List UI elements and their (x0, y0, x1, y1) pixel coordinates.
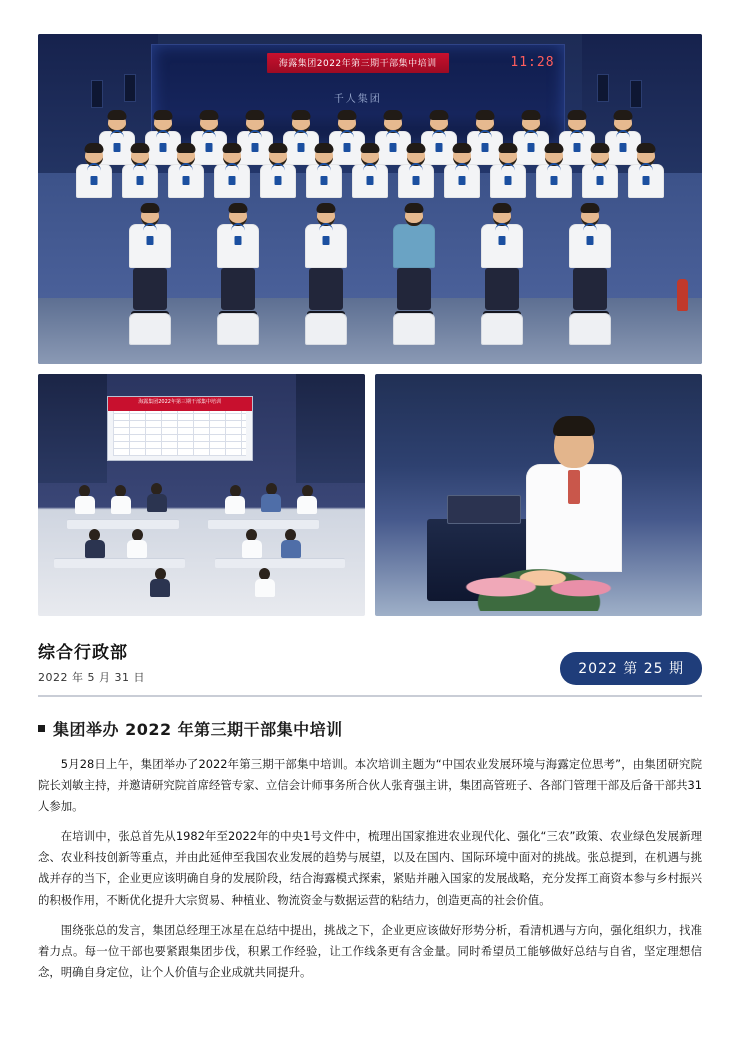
classroom-table (208, 519, 319, 529)
person (626, 146, 666, 198)
person-seated (297, 206, 355, 319)
attendee (126, 529, 148, 558)
projection-screen-table (113, 411, 245, 456)
headline-row (38, 717, 702, 740)
person-seated (561, 206, 619, 319)
laptop-icon (447, 495, 521, 524)
people-row-front-seated (38, 206, 702, 319)
department-name: 综合行政部 (38, 643, 128, 663)
group-photo (38, 34, 702, 364)
projection-screen-title: 海露集团2022年第三期干部集中培训 (108, 397, 252, 411)
training-banner-text: 海露集团2022年第三期干部集中培训 (267, 53, 449, 73)
attendee (241, 529, 263, 558)
bullet-square-icon (38, 725, 45, 732)
speaker-photo (375, 374, 702, 616)
person (488, 146, 528, 198)
person (442, 146, 482, 198)
ceiling-speaker-icon (630, 80, 642, 108)
person (74, 146, 114, 198)
person (534, 146, 574, 198)
person (120, 146, 160, 198)
projection-screen (107, 396, 253, 461)
person (580, 146, 620, 198)
classroom-table (67, 519, 178, 529)
attendee (224, 485, 246, 514)
paragraph: 5月28日上午，集团举办了2022年第三期干部集中培训。本次培训主题为“中国农业发展环境与海露定位思考”，由集团研究院院长刘敏主持，并邀请研究院首席经管专家、立信会计师事务所合伙人张育强主讲，集团高管班子、各部门管理干部及后备干部共31人参加。 (38, 757, 702, 814)
classroom-photo (38, 374, 365, 616)
attendee (84, 529, 106, 558)
document-meta (38, 638, 702, 685)
classroom-table (54, 558, 185, 568)
document-page (0, 34, 740, 1039)
attendee (280, 529, 302, 558)
ceiling-speaker-icon (597, 74, 609, 102)
classroom-wall-right (296, 374, 365, 483)
classroom-wall-left (38, 374, 107, 483)
paragraph: 在培训中，张总首先从1982年至2022年的中央1号文件中，梳理出国家推进农业现代化、强化“三农”政策、农业绿色发展新理念、农业科技创新等重点，并由此延伸至我国农业发展的趋势与展望，以及在国内、国际环境中面对的挑战。张总提到，在机遇与挑战并存的当下，企业更应该明确自身的发展阶段，结合海露模式探索，紧贴并融入国家的发展战略，充分发挥工商资本参与乡村振兴的积极作用，不断优化提升大宗贸易、种植业、物流资金与数据运营的粘结力，创造更高的社会价值。 (38, 829, 702, 907)
person (258, 146, 298, 198)
person-seated (385, 206, 443, 319)
people-row-middle (38, 146, 702, 198)
page-title: 集团举办 2022 年第三期干部集中培训 (53, 720, 343, 739)
person-seated (209, 206, 267, 319)
article-body (38, 754, 702, 983)
classroom-table (215, 558, 346, 568)
person-seated (473, 206, 531, 319)
stage-logo-text: 千人集团 (333, 94, 382, 106)
person-seated (121, 206, 179, 319)
person (212, 146, 252, 198)
person (350, 146, 390, 198)
attendee (146, 483, 168, 512)
attendee (74, 485, 96, 514)
attendee (296, 485, 318, 514)
attendee (260, 483, 282, 512)
attendee (254, 568, 276, 597)
person (166, 146, 206, 198)
department-block (38, 638, 145, 685)
flower-arrangement (444, 551, 634, 611)
person (304, 146, 344, 198)
person (396, 146, 436, 198)
ceiling-speaker-icon (91, 80, 103, 108)
ceiling-speaker-icon (124, 74, 136, 102)
speaker-person (519, 422, 629, 572)
attendee (110, 485, 132, 514)
paragraph: 围绕张总的发言，集团总经理王冰星在总结中提出，挑战之下，企业更应该做好形势分析，看清机遇与方向，强化组织力，找准着力点。每一位干部也要紧跟集团步伐，积累工作经验，让工作线条更有含金量。同时希望员工能够做好总结与自省，坚定理想信念，明确自身定位，让个人价值与企业成就共同提升。 (38, 922, 702, 979)
issue-badge: 2022 第 25 期 (560, 652, 702, 685)
attendee (149, 568, 171, 597)
publish-date: 2022 年 5 月 31 日 (38, 671, 145, 684)
stage-clock: 11:28 (510, 54, 555, 70)
divider (38, 695, 702, 697)
photo-row (38, 374, 702, 616)
